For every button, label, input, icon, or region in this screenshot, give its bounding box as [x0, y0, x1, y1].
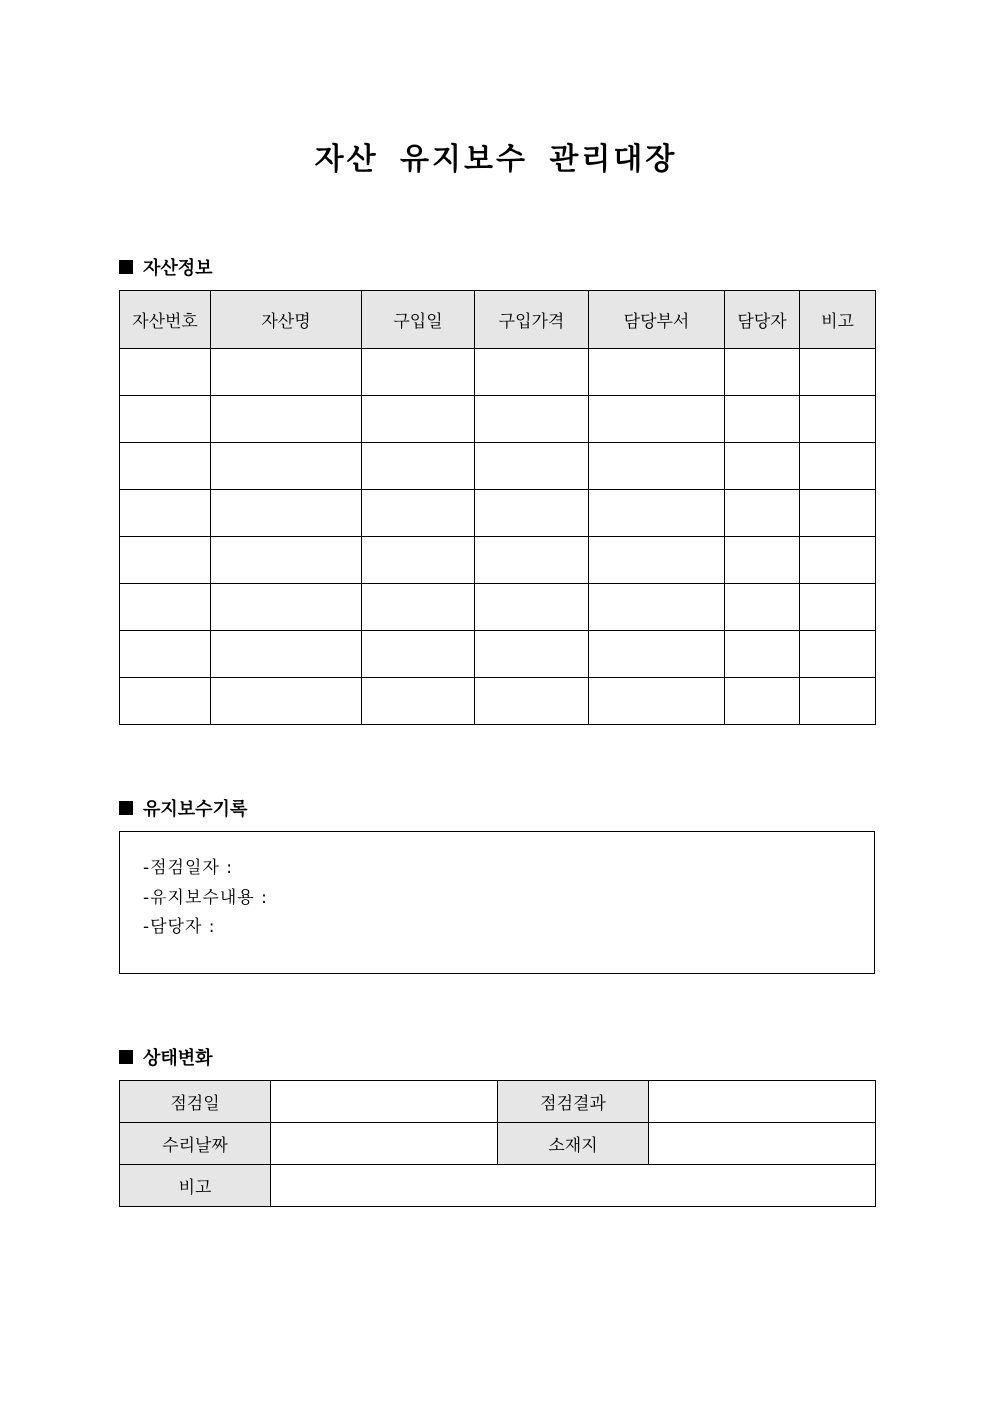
table-cell[interactable] [800, 490, 876, 537]
asset-info-table [119, 290, 876, 725]
manager-line: -담당자 : [143, 917, 216, 937]
location-label: 소재지 [498, 1123, 649, 1165]
col-purchase-date: 구입일 [362, 291, 475, 349]
table-cell[interactable] [589, 349, 725, 396]
table-cell[interactable] [362, 396, 475, 443]
table-row [120, 396, 876, 443]
asset-info-heading-text: 자산정보 [143, 258, 213, 279]
location-value[interactable] [649, 1123, 876, 1165]
table-row [120, 537, 876, 584]
table-row [120, 584, 876, 631]
square-bullet-icon [119, 801, 133, 815]
table-cell[interactable] [589, 631, 725, 678]
table-cell[interactable] [725, 678, 800, 725]
table-cell[interactable] [120, 490, 211, 537]
table-cell[interactable] [362, 490, 475, 537]
table-cell[interactable] [362, 443, 475, 490]
table-cell[interactable] [120, 631, 211, 678]
table-row [120, 631, 876, 678]
table-cell[interactable] [589, 678, 725, 725]
status-change-heading [119, 1044, 213, 1070]
table-cell[interactable] [725, 584, 800, 631]
table-cell[interactable] [211, 490, 362, 537]
asset-info-heading [119, 254, 213, 280]
table-cell[interactable] [211, 349, 362, 396]
inspection-date-value[interactable] [271, 1081, 498, 1123]
table-cell[interactable] [120, 396, 211, 443]
table-cell[interactable] [120, 537, 211, 584]
asset-info-header-row [120, 291, 876, 349]
document-title: 자산 유지보수 관리대장 [314, 142, 678, 177]
table-cell[interactable] [725, 490, 800, 537]
table-cell[interactable] [475, 537, 589, 584]
table-cell[interactable] [475, 631, 589, 678]
table-cell[interactable] [211, 631, 362, 678]
table-cell[interactable] [475, 443, 589, 490]
inspection-date-label: 점검일 [120, 1081, 271, 1123]
table-cell[interactable] [589, 443, 725, 490]
status-row [120, 1165, 876, 1207]
square-bullet-icon [119, 260, 133, 274]
table-cell[interactable] [800, 396, 876, 443]
table-cell[interactable] [725, 349, 800, 396]
table-cell[interactable] [362, 584, 475, 631]
table-cell[interactable] [120, 349, 211, 396]
status-row [120, 1081, 876, 1123]
table-cell[interactable] [589, 490, 725, 537]
table-cell[interactable] [362, 678, 475, 725]
table-cell[interactable] [589, 537, 725, 584]
remarks-value[interactable] [271, 1165, 876, 1207]
table-cell[interactable] [800, 631, 876, 678]
table-cell[interactable] [800, 537, 876, 584]
inspection-date-line: -점검일자 : [143, 858, 233, 878]
maintenance-content-line: -유지보수내용 : [143, 888, 268, 908]
table-cell[interactable] [725, 443, 800, 490]
table-cell[interactable] [475, 678, 589, 725]
maintenance-record-box[interactable] [119, 831, 875, 974]
maintenance-heading-text: 유지보수기록 [143, 799, 248, 820]
table-cell[interactable] [800, 678, 876, 725]
table-cell[interactable] [211, 443, 362, 490]
table-cell[interactable] [211, 537, 362, 584]
table-cell[interactable] [475, 349, 589, 396]
table-cell[interactable] [211, 584, 362, 631]
table-row [120, 443, 876, 490]
col-purchase-price: 구입가격 [475, 291, 589, 349]
remarks-label: 비고 [120, 1165, 271, 1207]
table-cell[interactable] [800, 349, 876, 396]
table-cell[interactable] [362, 537, 475, 584]
table-cell[interactable] [475, 490, 589, 537]
table-cell[interactable] [800, 584, 876, 631]
table-cell[interactable] [120, 584, 211, 631]
col-asset-name: 자산명 [211, 291, 362, 349]
col-manager: 담당자 [725, 291, 800, 349]
status-change-heading-text: 상태변화 [143, 1048, 213, 1069]
repair-date-value[interactable] [271, 1123, 498, 1165]
col-remarks: 비고 [800, 291, 876, 349]
table-cell[interactable] [725, 631, 800, 678]
table-cell[interactable] [120, 678, 211, 725]
inspection-result-value[interactable] [649, 1081, 876, 1123]
table-cell[interactable] [475, 396, 589, 443]
table-cell[interactable] [362, 349, 475, 396]
status-change-table [119, 1080, 876, 1207]
table-cell[interactable] [589, 584, 725, 631]
col-department: 담당부서 [589, 291, 725, 349]
table-cell[interactable] [362, 631, 475, 678]
table-cell[interactable] [120, 443, 211, 490]
inspection-result-label: 점검결과 [498, 1081, 649, 1123]
table-row [120, 349, 876, 396]
repair-date-label: 수리날짜 [120, 1123, 271, 1165]
table-row [120, 490, 876, 537]
table-cell[interactable] [211, 396, 362, 443]
table-row [120, 678, 876, 725]
table-cell[interactable] [589, 396, 725, 443]
square-bullet-icon [119, 1050, 133, 1064]
status-row [120, 1123, 876, 1165]
table-cell[interactable] [725, 537, 800, 584]
table-cell[interactable] [211, 678, 362, 725]
table-cell[interactable] [475, 584, 589, 631]
table-cell[interactable] [800, 443, 876, 490]
table-cell[interactable] [725, 396, 800, 443]
col-asset-number: 자산번호 [120, 291, 211, 349]
maintenance-heading [119, 795, 247, 821]
